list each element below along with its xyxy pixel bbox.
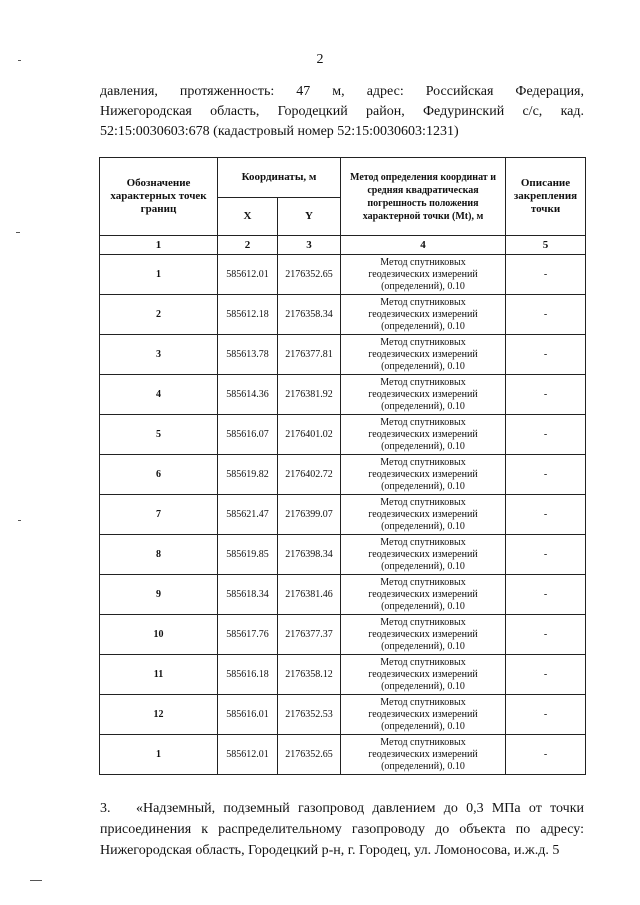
method-cell xyxy=(341,735,506,775)
method-cell xyxy=(341,415,506,455)
point-id: 1 xyxy=(100,735,218,775)
point-id: 2 xyxy=(100,295,218,335)
method-cell xyxy=(341,615,506,655)
coord-y: 2176358.34 xyxy=(278,295,341,335)
coord-x: 585621.47 xyxy=(218,495,278,535)
point-id: 3 xyxy=(100,335,218,375)
column-number: 2 xyxy=(218,236,278,255)
scan-mark xyxy=(18,60,21,61)
method-cell xyxy=(341,375,506,415)
method-line: геодезических измерений xyxy=(368,748,478,760)
fixation-desc: - xyxy=(506,615,586,655)
method-line: Метод спутниковых xyxy=(380,496,466,508)
method-line: (определений), 0.10 xyxy=(381,720,465,732)
coord-x: 585616.01 xyxy=(218,695,278,735)
method-cell xyxy=(341,575,506,615)
method-line: (определений), 0.10 xyxy=(381,480,465,492)
coordinates-table xyxy=(99,157,586,775)
method-line: Метод спутниковых xyxy=(380,576,466,588)
method-line: (определений), 0.10 xyxy=(381,320,465,332)
point-id: 8 xyxy=(100,535,218,575)
header-description: Описание закрепления точки xyxy=(506,158,586,236)
coord-x: 585616.07 xyxy=(218,415,278,455)
table-row xyxy=(100,255,586,295)
coord-x: 585619.85 xyxy=(218,535,278,575)
method-line: (определений), 0.10 xyxy=(381,560,465,572)
coord-y: 2176381.92 xyxy=(278,375,341,415)
method-line: геодезических измерений xyxy=(368,708,478,720)
point-id: 4 xyxy=(100,375,218,415)
method-cell xyxy=(341,455,506,495)
method-line: Метод спутниковых xyxy=(380,536,466,548)
column-number-row xyxy=(100,236,586,255)
fixation-desc: - xyxy=(506,295,586,335)
method-cell xyxy=(341,655,506,695)
table-row xyxy=(100,615,586,655)
table-row xyxy=(100,295,586,335)
method-line: (определений), 0.10 xyxy=(381,640,465,652)
section-3-paragraph xyxy=(100,798,584,861)
column-number: 3 xyxy=(278,236,341,255)
coord-y: 2176398.34 xyxy=(278,535,341,575)
column-number: 1 xyxy=(100,236,218,255)
fixation-desc: - xyxy=(506,335,586,375)
coord-x: 585614.36 xyxy=(218,375,278,415)
method-line: геодезических измерений xyxy=(368,548,478,560)
method-line: геодезических измерений xyxy=(368,668,478,680)
method-line: (определений), 0.10 xyxy=(381,760,465,772)
fixation-desc: - xyxy=(506,495,586,535)
fixation-desc: - xyxy=(506,695,586,735)
point-id: 10 xyxy=(100,615,218,655)
method-cell xyxy=(341,295,506,335)
table-row xyxy=(100,415,586,455)
coord-x: 585619.82 xyxy=(218,455,278,495)
method-line: (определений), 0.10 xyxy=(381,520,465,532)
method-cell xyxy=(341,255,506,295)
point-id: 7 xyxy=(100,495,218,535)
method-line: геодезических измерений xyxy=(368,348,478,360)
header-y: Y xyxy=(278,198,341,236)
coord-x: 585617.76 xyxy=(218,615,278,655)
table-row xyxy=(100,735,586,775)
table-row xyxy=(100,455,586,495)
method-line: Метод спутниковых xyxy=(380,656,466,668)
coord-x: 585613.78 xyxy=(218,335,278,375)
coord-x: 585618.34 xyxy=(218,575,278,615)
section-3-text-1: «Надземный, подземный газопровод давлением до 0,3 МПа от точки xyxy=(136,801,584,816)
method-line: геодезических измерений xyxy=(368,468,478,480)
scan-mark xyxy=(16,232,20,233)
section-3-line-3: Нижегородская область, Городецкий р-н, г. Городец, ул. Ломоносова, и.ж.д. 5 xyxy=(100,843,560,858)
method-line: (определений), 0.10 xyxy=(381,680,465,692)
table-row xyxy=(100,495,586,535)
coord-y: 2176401.02 xyxy=(278,415,341,455)
method-line: Метод спутниковых xyxy=(380,416,466,428)
fixation-desc: - xyxy=(506,535,586,575)
intro-paragraph xyxy=(100,82,584,142)
intro-line-3: 52:15:0030603:678 (кадастровый номер 52:15:0030603:1231) xyxy=(100,124,459,139)
method-line: Метод спутниковых xyxy=(380,696,466,708)
method-line: геодезических измерений xyxy=(368,508,478,520)
method-line: Метод спутниковых xyxy=(380,376,466,388)
scan-mark xyxy=(30,880,42,881)
header-coordinates: Координаты, м xyxy=(218,158,341,198)
method-line: Метод спутниковых xyxy=(380,256,466,268)
table-row xyxy=(100,535,586,575)
method-line: Метод спутниковых xyxy=(380,296,466,308)
fixation-desc: - xyxy=(506,655,586,695)
column-number: 4 xyxy=(341,236,506,255)
point-id: 6 xyxy=(100,455,218,495)
method-line: Метод спутниковых xyxy=(380,616,466,628)
fixation-desc: - xyxy=(506,575,586,615)
method-line: геодезических измерений xyxy=(368,588,478,600)
point-id: 11 xyxy=(100,655,218,695)
coord-y: 2176402.72 xyxy=(278,455,341,495)
method-line: (определений), 0.10 xyxy=(381,400,465,412)
table-row xyxy=(100,575,586,615)
page-number: 2 xyxy=(316,52,324,67)
coord-y: 2176377.81 xyxy=(278,335,341,375)
table-row xyxy=(100,695,586,735)
method-line: геодезических измерений xyxy=(368,388,478,400)
fixation-desc: - xyxy=(506,415,586,455)
method-line: (определений), 0.10 xyxy=(381,600,465,612)
coord-x: 585612.18 xyxy=(218,295,278,335)
intro-line-1: давления, протяженность: 47 м, адрес: Российская Федерация, xyxy=(100,84,584,99)
coord-y: 2176381.46 xyxy=(278,575,341,615)
point-id: 9 xyxy=(100,575,218,615)
method-cell xyxy=(341,535,506,575)
section-3-number: 3. xyxy=(100,801,111,816)
method-cell xyxy=(341,335,506,375)
intro-line-2: Нижегородская область, Городецкий район, Федуринский с/с, кад. xyxy=(100,104,584,119)
header-method: Метод определения координат и средняя квадратическая погрешность положения характерной точки (Mt), м xyxy=(341,158,506,236)
coord-x: 585616.18 xyxy=(218,655,278,695)
method-line: (определений), 0.10 xyxy=(381,440,465,452)
method-cell xyxy=(341,495,506,535)
method-line: Метод спутниковых xyxy=(380,736,466,748)
point-id: 5 xyxy=(100,415,218,455)
table-row xyxy=(100,375,586,415)
coord-y: 2176352.65 xyxy=(278,735,341,775)
header-point-designation: Обозначение характерных точек границ xyxy=(100,158,218,236)
fixation-desc: - xyxy=(506,255,586,295)
header-x: X xyxy=(218,198,278,236)
method-line: геодезических измерений xyxy=(368,268,478,280)
method-line: (определений), 0.10 xyxy=(381,280,465,292)
point-id: 1 xyxy=(100,255,218,295)
column-number: 5 xyxy=(506,236,586,255)
coord-y: 2176352.53 xyxy=(278,695,341,735)
method-line: геодезических измерений xyxy=(368,308,478,320)
fixation-desc: - xyxy=(506,375,586,415)
point-id: 12 xyxy=(100,695,218,735)
method-line: Метод спутниковых xyxy=(380,336,466,348)
coord-y: 2176377.37 xyxy=(278,615,341,655)
scan-mark xyxy=(18,520,21,521)
method-line: (определений), 0.10 xyxy=(381,360,465,372)
table-row xyxy=(100,335,586,375)
method-line: Метод спутниковых xyxy=(380,456,466,468)
method-line: геодезических измерений xyxy=(368,428,478,440)
fixation-desc: - xyxy=(506,455,586,495)
coord-x: 585612.01 xyxy=(218,735,278,775)
coord-y: 2176358.12 xyxy=(278,655,341,695)
coord-y: 2176352.65 xyxy=(278,255,341,295)
method-line: геодезических измерений xyxy=(368,628,478,640)
section-3-line-2: присоединения к распределительному газопроводу до объекта по адресу: xyxy=(100,822,584,837)
section-3-line-1 xyxy=(100,798,584,819)
coord-y: 2176399.07 xyxy=(278,495,341,535)
table-row xyxy=(100,655,586,695)
method-cell xyxy=(341,695,506,735)
fixation-desc: - xyxy=(506,735,586,775)
coord-x: 585612.01 xyxy=(218,255,278,295)
